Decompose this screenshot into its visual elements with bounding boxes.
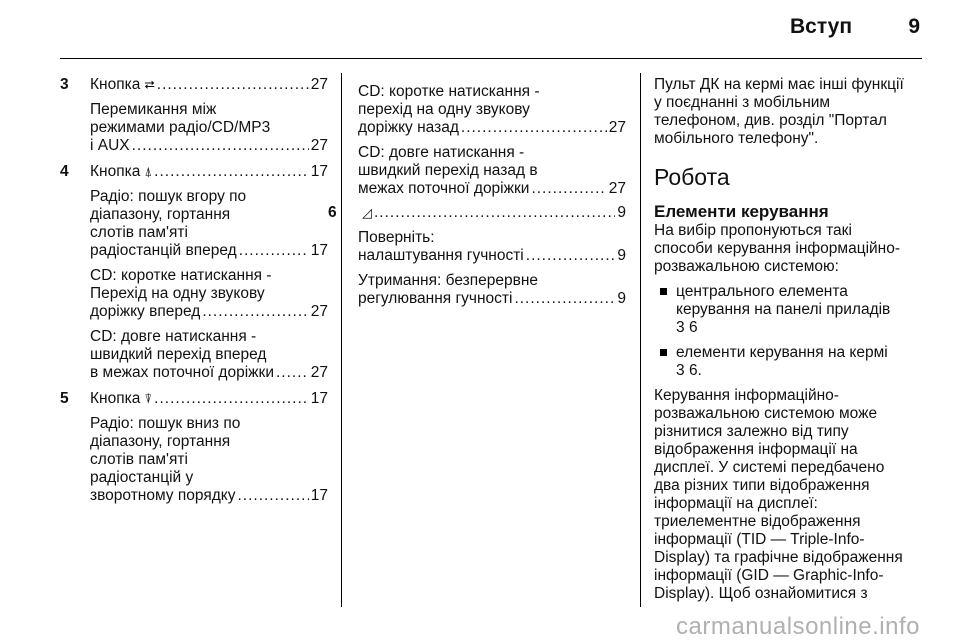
dot-leader — [239, 242, 309, 260]
toc-heading[interactable] — [358, 204, 626, 222]
dot-leader — [237, 487, 308, 505]
toc-label: межах поточної доріжки — [358, 180, 530, 197]
button-label: Кнопка — [90, 163, 141, 180]
page-number: 9 — [908, 15, 920, 38]
toc-line[interactable] — [358, 180, 626, 198]
toc-heading[interactable] — [90, 390, 328, 408]
text-line: слотів пам'яті — [90, 451, 188, 468]
text-line: Пульт ДК на кермі має інші функції — [654, 76, 904, 93]
toc-heading[interactable] — [90, 163, 328, 181]
text-line: різнитися залежно від типу — [654, 423, 849, 440]
text-line: діапазону, гортання — [90, 206, 231, 223]
page-ref: 6 — [688, 319, 698, 336]
dot-leader — [531, 180, 606, 198]
text-line: мобільного телефону". — [654, 130, 819, 147]
page-ref: 17 — [310, 487, 328, 504]
toc-line[interactable] — [358, 119, 626, 137]
toc-label — [90, 390, 152, 408]
section-heading: Робота — [654, 164, 730, 190]
callout-number: 6 — [328, 204, 337, 221]
dot-leader — [514, 290, 615, 308]
intro-paragraph — [654, 76, 924, 148]
dot-leader — [374, 204, 615, 222]
text-line: CD: коротке натискання - — [358, 83, 540, 100]
toc-label: доріжку вперед — [90, 303, 201, 320]
page-ref: 27 — [608, 180, 626, 197]
button-label: Кнопка — [90, 390, 141, 407]
page-ref: 17 — [310, 163, 328, 180]
toc-block — [90, 101, 328, 155]
toc-label: в межах поточної доріжки — [90, 364, 274, 381]
bullet-item — [654, 344, 924, 380]
header-divider — [60, 58, 922, 59]
callout-number: 4 — [60, 163, 69, 180]
toc-line[interactable] — [90, 364, 328, 382]
cross-reference[interactable] — [676, 319, 924, 337]
toc-line[interactable] — [90, 487, 328, 505]
column-left — [60, 76, 328, 513]
text-line: телефоном, див. розділ "Портал — [654, 112, 887, 129]
toc-block — [90, 415, 328, 505]
text-line: швидкий перехід вперед — [90, 346, 267, 363]
toc-block — [358, 229, 626, 265]
text-line: Радіо: пошук вгору по — [90, 188, 247, 205]
dot-leader — [526, 247, 616, 265]
bullet-square-icon — [660, 288, 667, 295]
text-line: два різних типи відображення — [654, 477, 870, 494]
page-ref: 27 — [608, 119, 626, 136]
text-line: Керування інформаційно- — [654, 387, 839, 404]
dot-leader — [132, 137, 309, 155]
volume-icon: ◿ — [362, 205, 372, 220]
text-line: Перемикання між — [90, 101, 217, 118]
bullet-square-icon — [660, 349, 667, 356]
toc-block — [90, 328, 328, 382]
page-ref: 27 — [310, 364, 328, 381]
dot-leader — [154, 390, 309, 408]
toc-block — [358, 83, 626, 137]
reference-arrow-icon: 3 — [676, 319, 689, 336]
toc-entry — [60, 390, 328, 505]
text-line: Радіо: пошук вниз по — [90, 415, 241, 432]
page-ref: 17 — [310, 390, 328, 407]
page-ref: 27 — [310, 303, 328, 320]
text-line: керування на панелі приладів — [676, 301, 891, 318]
toc-label: радіостанцій вперед — [90, 242, 237, 259]
page-ref: 9 — [617, 290, 626, 307]
text-line: CD: коротке натискання - — [90, 267, 272, 284]
text-line: центрального елемента — [676, 283, 848, 300]
column-right — [654, 76, 924, 609]
column-divider — [640, 73, 641, 607]
toc-line[interactable] — [90, 242, 328, 260]
toc-block — [358, 144, 626, 198]
text-line: Перехід на одну звукову — [90, 285, 265, 302]
toc-label — [90, 76, 155, 94]
text-line: На вибір пропонуються такі — [654, 222, 852, 239]
text-line: дисплеї. У системі передбачено — [654, 459, 885, 476]
text-line: інформації (GID — Graphic-Info- — [654, 567, 884, 584]
text-line: Display). Щоб ознайомитися з — [654, 585, 868, 602]
text-line: елементи керування на кермі — [676, 344, 888, 361]
column-middle — [328, 76, 626, 316]
text-line: у поєднанні з мобільним — [654, 94, 831, 111]
toc-entry — [60, 163, 328, 382]
text-line: інформації на дисплеї: — [654, 495, 818, 512]
page-ref: 9 — [617, 204, 626, 221]
text-line: CD: довге натискання - — [90, 328, 257, 345]
text-line: швидкий перехід назад в — [358, 162, 538, 179]
text-line: розважальною системою: — [654, 258, 839, 275]
page-ref: 17 — [310, 242, 328, 259]
page-ref: 6. — [688, 362, 702, 379]
column-divider — [341, 73, 342, 607]
button-icon: ⍋ — [144, 164, 153, 179]
toc-label: і AUX — [90, 137, 130, 154]
cross-reference[interactable] — [676, 362, 924, 380]
text-line: діапазону, гортання — [90, 433, 231, 450]
text-line: радіостанцій у — [90, 469, 194, 486]
text-line: інформації (TID — Triple-Info- — [654, 531, 865, 548]
button-icon: ⍒ — [144, 391, 153, 406]
text-line: Display) та графічне відображення — [654, 549, 903, 566]
toc-line[interactable] — [90, 137, 328, 155]
button-label: Кнопка — [90, 76, 141, 93]
toc-block — [358, 272, 626, 308]
page-ref: 27 — [310, 76, 328, 93]
toc-label: доріжку назад — [358, 119, 459, 136]
dot-leader — [157, 76, 309, 94]
dot-leader — [154, 163, 309, 181]
toc-label: налаштування гучності — [358, 247, 524, 264]
text-line: відображення інформації на — [654, 441, 858, 458]
toc-line[interactable] — [358, 290, 626, 308]
text-line: триелементне відображення — [654, 513, 861, 530]
text-line: слотів пам'яті — [90, 224, 188, 241]
toc-line[interactable] — [358, 247, 626, 265]
toc-label — [90, 163, 152, 181]
toc-block — [90, 188, 328, 260]
text-line: Поверніть: — [358, 229, 435, 246]
button-icon: ⮂ — [144, 77, 155, 92]
toc-line[interactable] — [90, 303, 328, 321]
bullet-item — [654, 283, 924, 337]
section-title: Вступ — [789, 15, 852, 38]
text-line: режимами радіо/CD/MP3 — [90, 119, 271, 136]
reference-arrow-icon: 3 — [676, 362, 689, 379]
toc-label: регулювання гучності — [358, 290, 513, 307]
text-line: способи керування інформаційно- — [654, 240, 901, 257]
toc-entry — [60, 76, 328, 155]
dot-leader — [461, 119, 607, 137]
toc-entry — [328, 204, 626, 308]
dot-leader — [276, 364, 309, 382]
callout-number: 3 — [60, 76, 69, 93]
paragraph — [654, 222, 924, 276]
page-ref: 27 — [310, 137, 328, 154]
text-line: CD: довге натискання - — [358, 144, 525, 161]
text-line: перехід на одну звукову — [358, 101, 530, 118]
paragraph — [654, 387, 924, 603]
callout-number: 5 — [60, 390, 69, 407]
dot-leader — [202, 303, 308, 321]
subsection-heading: Елементи керування — [654, 202, 829, 221]
page-ref: 9 — [617, 247, 626, 264]
toc-block — [90, 267, 328, 321]
text-line: розважальною системою може — [654, 405, 878, 422]
toc-label: зворотному порядку — [90, 487, 236, 504]
text-line: Утримання: безперервне — [358, 272, 539, 289]
watermark: carmanualsonline.info — [676, 613, 920, 640]
toc-heading[interactable] — [90, 76, 328, 94]
